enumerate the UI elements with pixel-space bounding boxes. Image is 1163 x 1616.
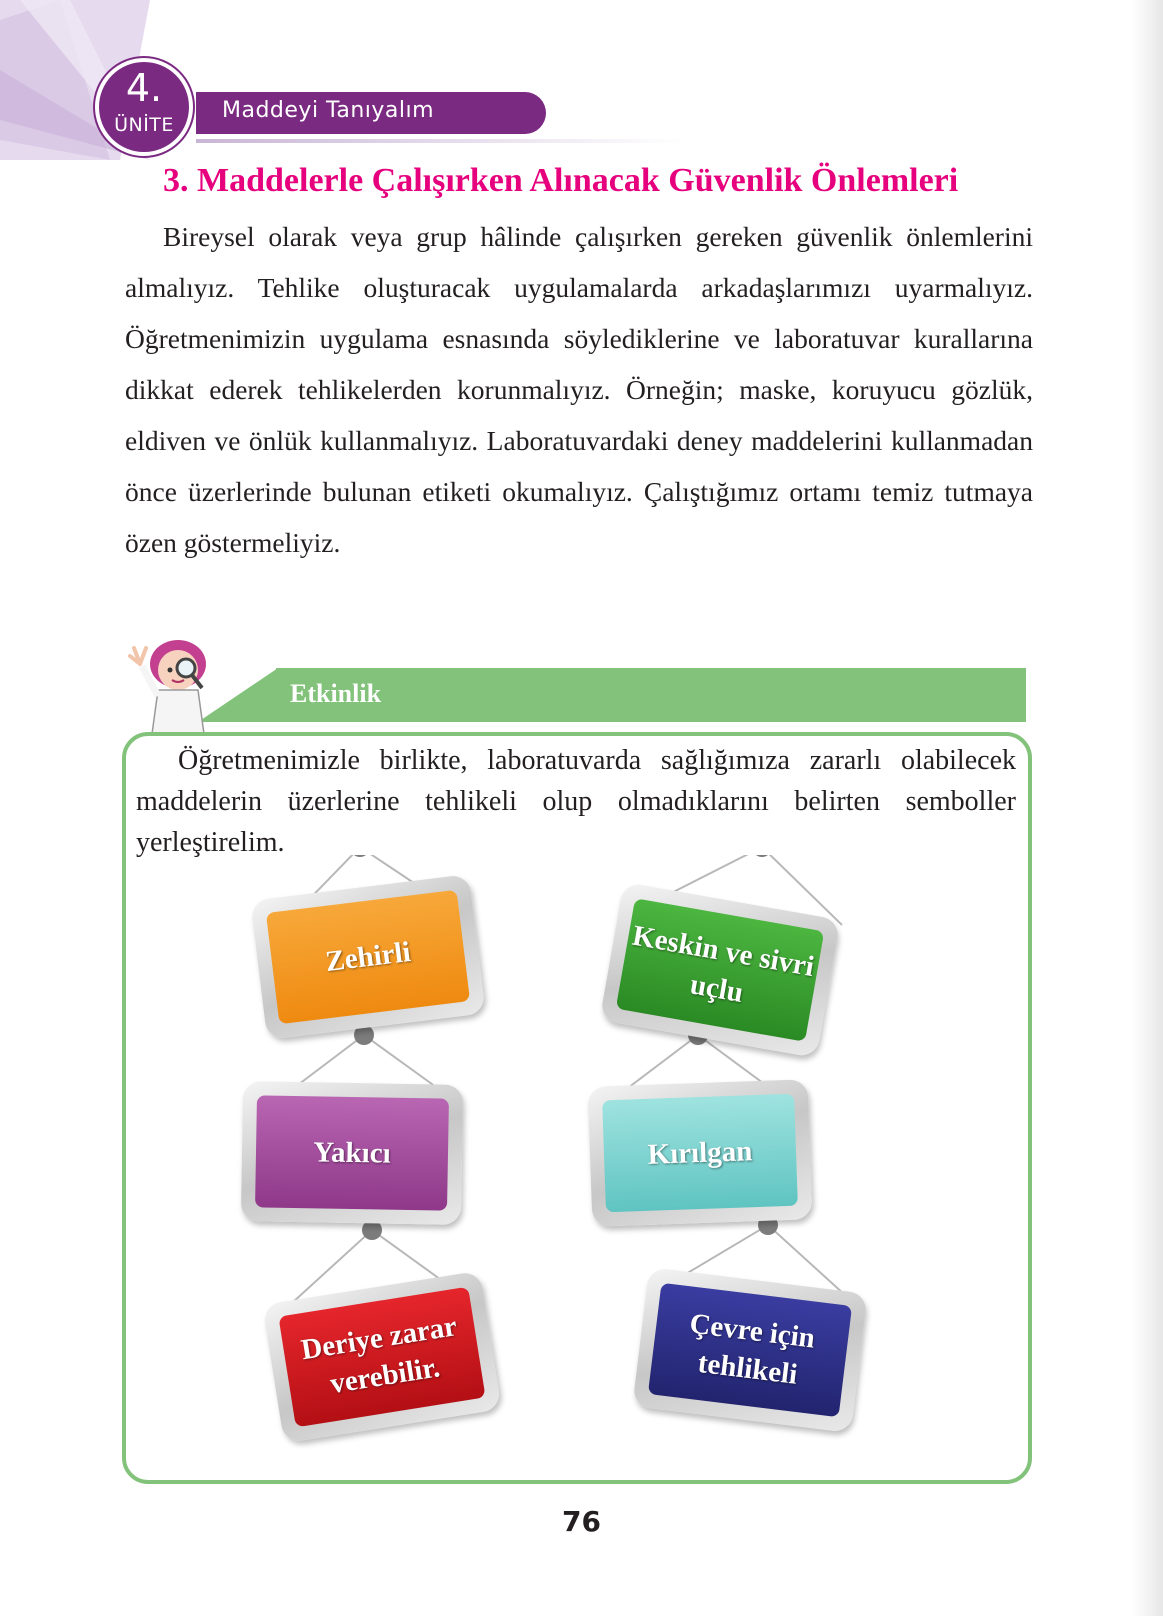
section-body [125,211,1033,568]
page-edge-shadow [1131,0,1163,1616]
hazard-signs [230,855,930,1475]
sign-cevre-icin-tehlikeli [632,1267,867,1433]
sign-plate-zehirli: Zehirli [266,890,470,1025]
unit-word: ÜNİTE [114,114,174,136]
sign-plate-kirilgan: Kırılgan [602,1094,798,1213]
sign-zehirli [250,874,485,1040]
header-underline [196,139,686,143]
sign-plate-yakici: Yakıcı [255,1095,449,1210]
activity-header-bar [276,668,1026,722]
section-paragraph: Bireysel olarak veya grup hâlinde çalışırken gereken güvenlik önlemlerini almalıyız. Tehlike oluşturacak uygulamalarda arkadaşlarımızı uyarmalıyız. Öğretmenimizin uygulama esnasında söylediklerine ve laboratuvar kurallarına dikkat ederek tehlikelerden korunmalıyız. Örneğin; maske, koruyucu gözlük, eldiven ve önlük kullanmalıyız. Laboratuvardaki deney maddelerini kullanmadan önce üzerlerinde bulunan etiketi okumalıyız. Çalıştığımız ortamı temiz tutmaya özen göstermeliyiz. [125,221,1033,558]
activity-label: Etkinlik [290,679,382,708]
unit-badge [95,58,193,156]
sign-plate-cevre: Çevre için tehlikeli [648,1283,852,1418]
scientist-girl-illustration [128,634,248,734]
unit-title: Maddeyi Tanıyalım [222,98,435,123]
page-number: 76 [562,1505,601,1538]
sign-kirilgan [588,1079,813,1227]
sign-plate-deriye: Deriye zarar verebilir. [278,1287,485,1428]
activity-instructions [136,740,1016,863]
sign-yakici [241,1081,463,1225]
activity-text: Öğretmenimizle birlikte, laboratuvarda sağlığımıza zararlı olabilecek maddelerin üzerlerine tehlikeli olup olmadıklarını belirten semboller yerleştirelim. [136,745,1016,858]
unit-title-bar [196,92,546,134]
unit-number: 4. [125,66,163,110]
sign-plate-keskin: Keskin ve sivri uçlu [616,898,825,1042]
section-title: 3. Maddelerle Çalışırken Alınacak Güvenlik Önlemleri [163,162,959,199]
sign-nail [752,855,772,857]
